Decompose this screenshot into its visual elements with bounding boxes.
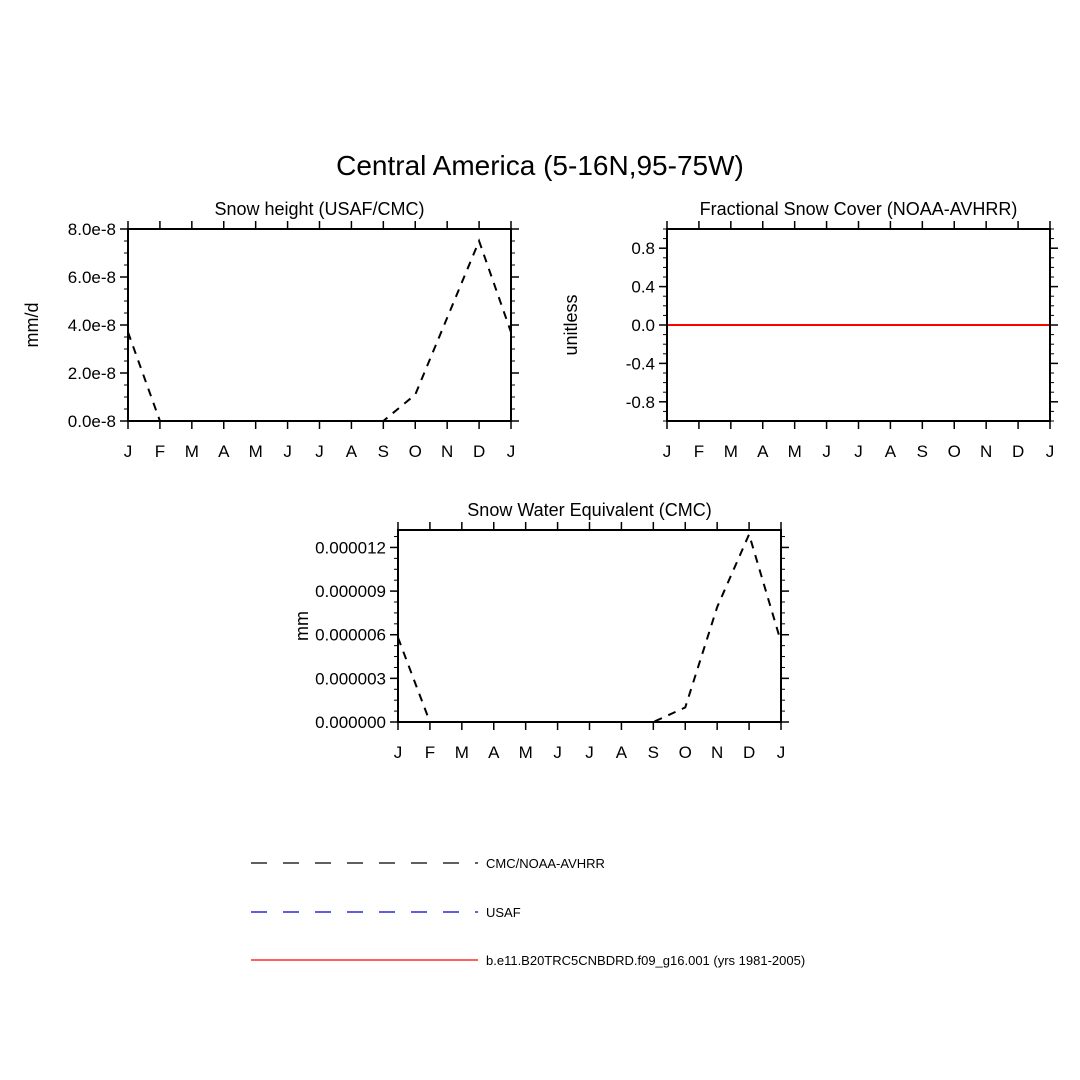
legend-label-3: b.e11.B20TRC5CNBDRD.f09_g16.001 (yrs 1981-2005) (486, 953, 806, 968)
y-tick-label: 6.0e-8 (67, 268, 116, 287)
x-tick-label: F (693, 442, 705, 461)
x-tick-label: A (218, 442, 230, 461)
y-tick-label: 0.000006 (315, 625, 386, 645)
x-tick-label: D (472, 442, 486, 461)
x-tick-label: A (615, 743, 628, 762)
x-tick-label: M (787, 442, 802, 461)
x-tick-label: M (518, 743, 533, 762)
x-tick-label: D (1011, 442, 1025, 461)
y-tick-label: 8.0e-8 (67, 220, 116, 239)
figure-title: Central America (5-16N,95-75W) (336, 150, 744, 181)
x-tick-label: J (283, 442, 292, 461)
plot-frame (128, 229, 511, 421)
y-axis-title: mm/d (22, 302, 42, 348)
y-tick-label: 0.000009 (315, 582, 386, 602)
x-tick-label: J (315, 442, 324, 461)
chart-title: Snow Water Equivalent (CMC) (467, 500, 712, 520)
x-tick-label: J (393, 743, 403, 762)
legend-label-1: CMC/NOAA-AVHRR (486, 856, 605, 871)
y-tick-label: -0.8 (625, 392, 655, 412)
x-tick-label: A (345, 442, 358, 461)
y-axis-title: unitless (561, 294, 581, 356)
x-tick-label: M (454, 743, 469, 762)
x-tick-label: O (678, 743, 692, 762)
x-tick-label: F (424, 743, 436, 762)
x-tick-label: A (488, 743, 500, 762)
x-tick-label: J (662, 442, 672, 461)
y-tick-label: 2.0e-8 (67, 364, 116, 383)
y-tick-label: -0.4 (625, 354, 655, 374)
series-line-1 (128, 241, 511, 421)
x-tick-label: S (916, 442, 929, 461)
y-axis-title: mm (292, 611, 312, 641)
y-tick-label: 0.4 (631, 277, 655, 297)
x-tick-label: N (441, 442, 454, 461)
panels (22, 199, 1058, 762)
x-tick-label: J (822, 442, 831, 461)
chart-panel-2 (561, 199, 1058, 461)
x-tick-label: S (647, 743, 660, 762)
chart-panel-1 (22, 199, 519, 461)
chart-title: Fractional Snow Cover (NOAA-AVHRR) (699, 199, 1018, 219)
series-line-1 (398, 534, 781, 722)
x-tick-label: M (184, 442, 199, 461)
x-tick-label: F (154, 442, 166, 461)
legend-label-2: USAF (486, 905, 521, 920)
y-tick-label: 0.0e-8 (67, 412, 116, 431)
x-tick-label: J (854, 442, 863, 461)
x-tick-label: J (585, 743, 594, 762)
x-tick-label: S (377, 442, 390, 461)
x-tick-label: A (884, 442, 897, 461)
y-tick-label: 0.000003 (315, 669, 386, 689)
x-tick-label: O (947, 442, 961, 461)
x-tick-label: J (1045, 442, 1055, 461)
chart-panel-3 (292, 500, 789, 762)
x-tick-label: A (757, 442, 769, 461)
y-tick-label: 4.0e-8 (67, 316, 116, 335)
y-tick-label: 0.8 (631, 239, 655, 259)
chart-title: Snow height (USAF/CMC) (214, 199, 425, 219)
y-tick-label: 0.000012 (315, 538, 386, 558)
plot-frame (398, 530, 781, 722)
x-tick-label: M (248, 442, 263, 461)
x-tick-label: D (742, 743, 756, 762)
x-tick-label: M (723, 442, 738, 461)
x-tick-label: J (553, 743, 562, 762)
y-tick-label: 0.000000 (315, 713, 386, 732)
x-tick-label: J (776, 743, 786, 762)
legend (251, 856, 805, 968)
x-tick-label: O (408, 442, 422, 461)
x-tick-label: J (506, 442, 516, 461)
x-tick-label: J (123, 442, 133, 461)
x-tick-label: N (980, 442, 993, 461)
y-tick-label: 0.0 (631, 316, 655, 335)
x-tick-label: N (711, 743, 724, 762)
